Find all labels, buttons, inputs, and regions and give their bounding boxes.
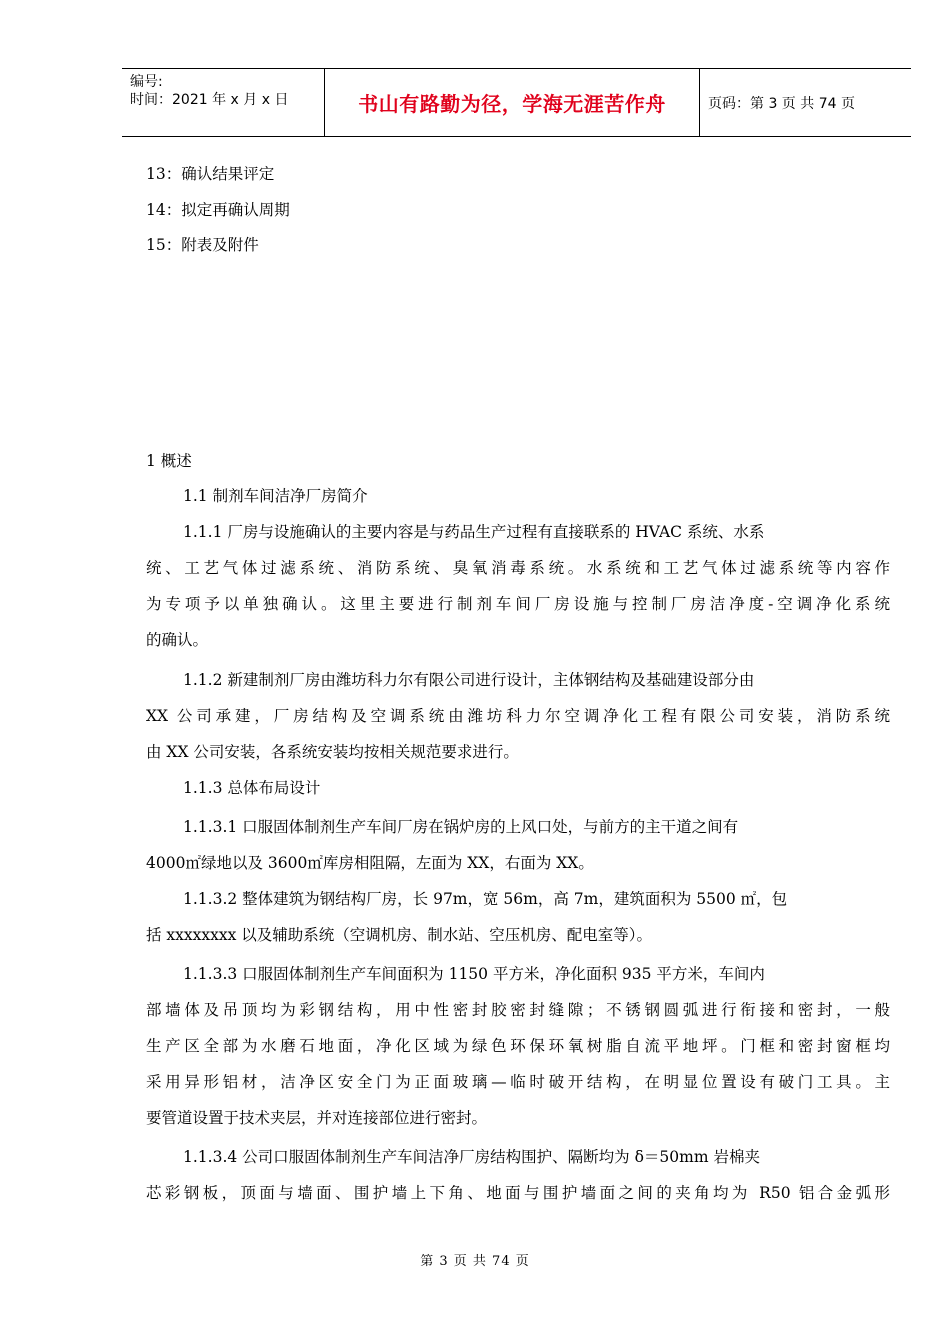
paragraph-line: 部墙体及吊顶均为彩钢结构，用中性密封胶密封缝隙；不锈钢圆弧进行衔接和密封，一般 — [146, 1001, 890, 1019]
paragraph-line: XX 公司承建，厂房结构及空调系统由潍坊科力尔空调净化工程有限公司安装，消防系统 — [146, 707, 890, 725]
paragraph-line: 为专项予以单独确认。这里主要进行制剂车间厂房设施与控制厂房洁净度-空调净化系统 — [146, 595, 890, 613]
paragraph-line: 1.1.1 厂房与设施确认的主要内容是与药品生产过程有直接联系的 HVAC 系统、水系 — [183, 523, 765, 541]
header-meta — [122, 69, 324, 136]
paragraph-line: 1.1.3.3 口服固体制剂生产车间面积为 1150 平方米，净化面积 935 平方米，车间内 — [183, 965, 765, 983]
paragraph-line: 芯彩钢板，顶面与墙面、围护墙上下角、地面与围护墙面之间的夹角均为 R50 铝合金弧形 — [146, 1184, 890, 1202]
toc-item: 14：拟定再确认周期 — [146, 201, 290, 219]
paragraph-line: 要管道设置于技术夹层，并对连接部位进行密封。 — [146, 1109, 488, 1127]
paragraph-line: 1.1.3.2 整体建筑为钢结构厂房，长 97m，宽 56m，高 7m，建筑面积为 5500 ㎡，包 — [183, 890, 788, 908]
document-date: 时间：2021 年 x 月 x 日 — [130, 92, 289, 108]
toc-item: 13：确认结果评定 — [146, 165, 275, 183]
paragraph-line: 4000㎡绿地以及 3600㎡库房相阻隔，左面为 XX，右面为 XX。 — [146, 854, 594, 872]
paragraph-line: 由 XX 公司安装，各系统安装均按相关规范要求进行。 — [146, 743, 519, 761]
section-title: 1 概述 — [146, 452, 192, 470]
paragraph-line: 生产区全部为水磨石地面，净化区域为绿色环保环氧树脂自流平地坪。门框和密封窗框均 — [146, 1037, 890, 1055]
paragraph-line: 1.1.3.4 公司口服固体制剂生产车间洁净厂房结构围护、隔断均为 δ＝50mm 岩棉夹 — [183, 1148, 760, 1166]
header-page-info: 页码：第 3 页 共 74 页 — [708, 95, 855, 112]
subsection-title: 1.1 制剂车间洁净厂房简介 — [183, 487, 368, 505]
page-header — [122, 68, 911, 137]
header-motto: 书山有路勤为径，学海无涯苦作舟 — [358, 92, 666, 116]
header-motto-cell — [324, 69, 700, 136]
page-footer: 第 3 页 共 74 页 — [420, 1254, 530, 1269]
paragraph-line: 1.1.3.1 口服固体制剂生产车间厂房在锅炉房的上风口处，与前方的主干道之间有 — [183, 818, 739, 836]
toc-item: 15：附表及附件 — [146, 236, 259, 254]
paragraph-line: 的确认。 — [146, 631, 209, 649]
paragraph-line: 统、工艺气体过滤系统、消防系统、臭氧消毒系统。水系统和工艺气体过滤系统等内容作 — [146, 559, 890, 577]
paragraph-line: 1.1.2 新建制剂厂房由潍坊科力尔有限公司进行设计，主体钢结构及基础建设部分由 — [183, 671, 755, 689]
subsection-title: 1.1.3 总体布局设计 — [183, 779, 321, 797]
paragraph-line: 括 xxxxxxxx 以及辅助系统（空调机房、制水站、空压机房、配电室等）。 — [146, 926, 653, 944]
document-number: 编号: — [130, 74, 163, 90]
paragraph-line: 采用异形铝材，洁净区安全门为正面玻璃—临时破开结构，在明显位置设有破门工具。主 — [146, 1073, 890, 1091]
